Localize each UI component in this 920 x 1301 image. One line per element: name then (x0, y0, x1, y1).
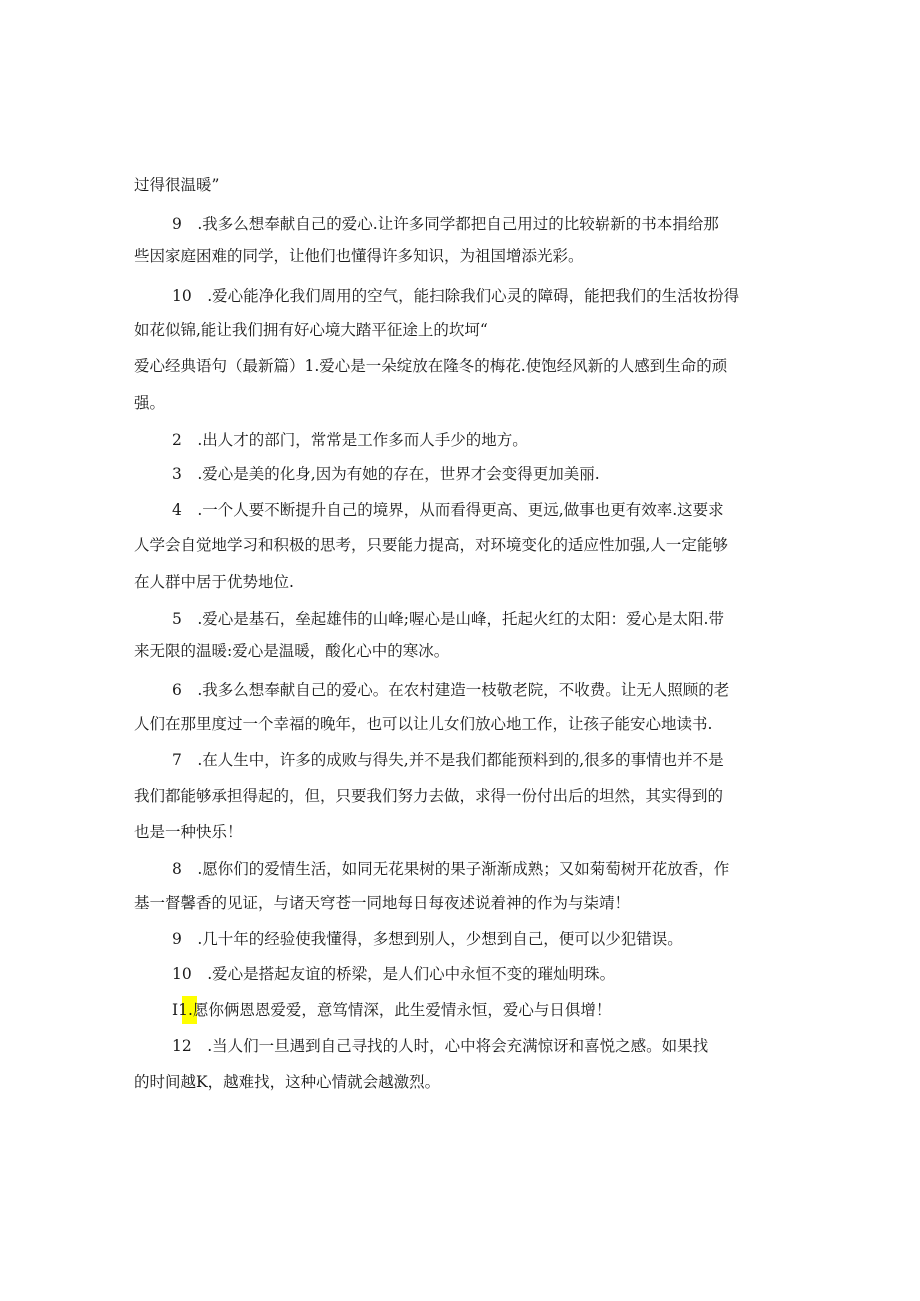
text-line: 我们都能够承担得起的，但，只要我们努力去做，求得一份付出后的坦然，其实得到的 (134, 787, 724, 805)
text-line: 也是一种快乐！ (134, 823, 243, 841)
text-line: 些因家庭困难的同学，让他们也懂得许多知识，为祖国增添光彩。 (134, 247, 584, 265)
text-line: 3 .爱心是美的化身,因为有她的存在，世界才会变得更加美丽. (172, 465, 600, 483)
text-line: 人学会自觉地学习和积极的思考，只要能力提高，对环境变化的适应性加强,人一定能够 (134, 536, 728, 554)
text-line: 9 .我多么想奉献自己的爱心.让许多同学都把自己用过的比较崭新的书本捐给那 (172, 215, 719, 233)
text-line: 12 .当人们一旦遇到自己寻找的人时，心中将会充满惊讶和喜悦之感。如果找 (172, 1037, 709, 1055)
text-line: I1.愿你俩恩恩爱爱，意笃情深，此生爱情永恒，爱心与日俱增！ (172, 1001, 612, 1019)
text-line: 5 .爱心是基石，垒起雄伟的山峰;喔心是山峰，托起火红的太阳：爱心是太阳.带 (172, 610, 724, 628)
text-line: 10 .爱心是搭起友谊的桥梁，是人们心中永恒不变的璀灿明珠。 (172, 965, 616, 983)
text-line: 过得很温暖” (134, 176, 220, 194)
text-line: 如花似锦,能让我们拥有好心境大踏平征途上的坎坷“ (134, 321, 488, 339)
text-line: 爱心经典语句（最新篇）1.爱心是一朵绽放在隆冬的梅花.使饱经风新的人感到生命的顽 (134, 357, 728, 375)
text-line: 7 .在人生中，许多的成败与得失,并不是我们都能预料到的,很多的事情也并不是 (172, 751, 724, 769)
text-line: 4 .一个人要不断提升自己的境界，从而看得更高、更远,做事也更有效率.这要求 (172, 501, 724, 519)
text-line: 9 .几十年的经验使我懂得，多想到别人，少想到自己，便可以少犯错误。 (172, 930, 683, 948)
text-line: 的时间越K，越难找，这种心情就会越激烈。 (134, 1073, 441, 1091)
text-line: 强。 (134, 394, 166, 412)
text-line: 2 .出人才的部门，常常是工作多而人手少的地方。 (172, 431, 528, 449)
text-line: 人们在那里度过一个幸福的晚年，也可以让儿女们放心地工作，让孩子能安心地读书. (134, 715, 713, 733)
text-line: 基一督馨香的见证，与诸天穹苍一同地每日每夜述说着神的作为与柒靖！ (134, 894, 631, 912)
highlighted-text-line (172, 1000, 611, 1020)
text-line: 10 .爱心能净化我们周用的空气，能扫除我们心灵的障碍，能把我们的生活妆扮得 (172, 287, 740, 305)
text-line: 在人群中居于优势地位. (134, 573, 294, 591)
text-line: 8 .愿你们的爱情生活，如同无花果树的果子渐渐成熟；又如菊萄树开花放香，作 (172, 860, 730, 878)
text-line: 来无限的温暖:爱心是温暖，酸化心中的寒冰。 (134, 642, 450, 660)
text-line: 6 .我多么想奉献自己的爱心。在农村建造一枝敬老院，不收费。让无人照顾的老 (172, 681, 730, 699)
